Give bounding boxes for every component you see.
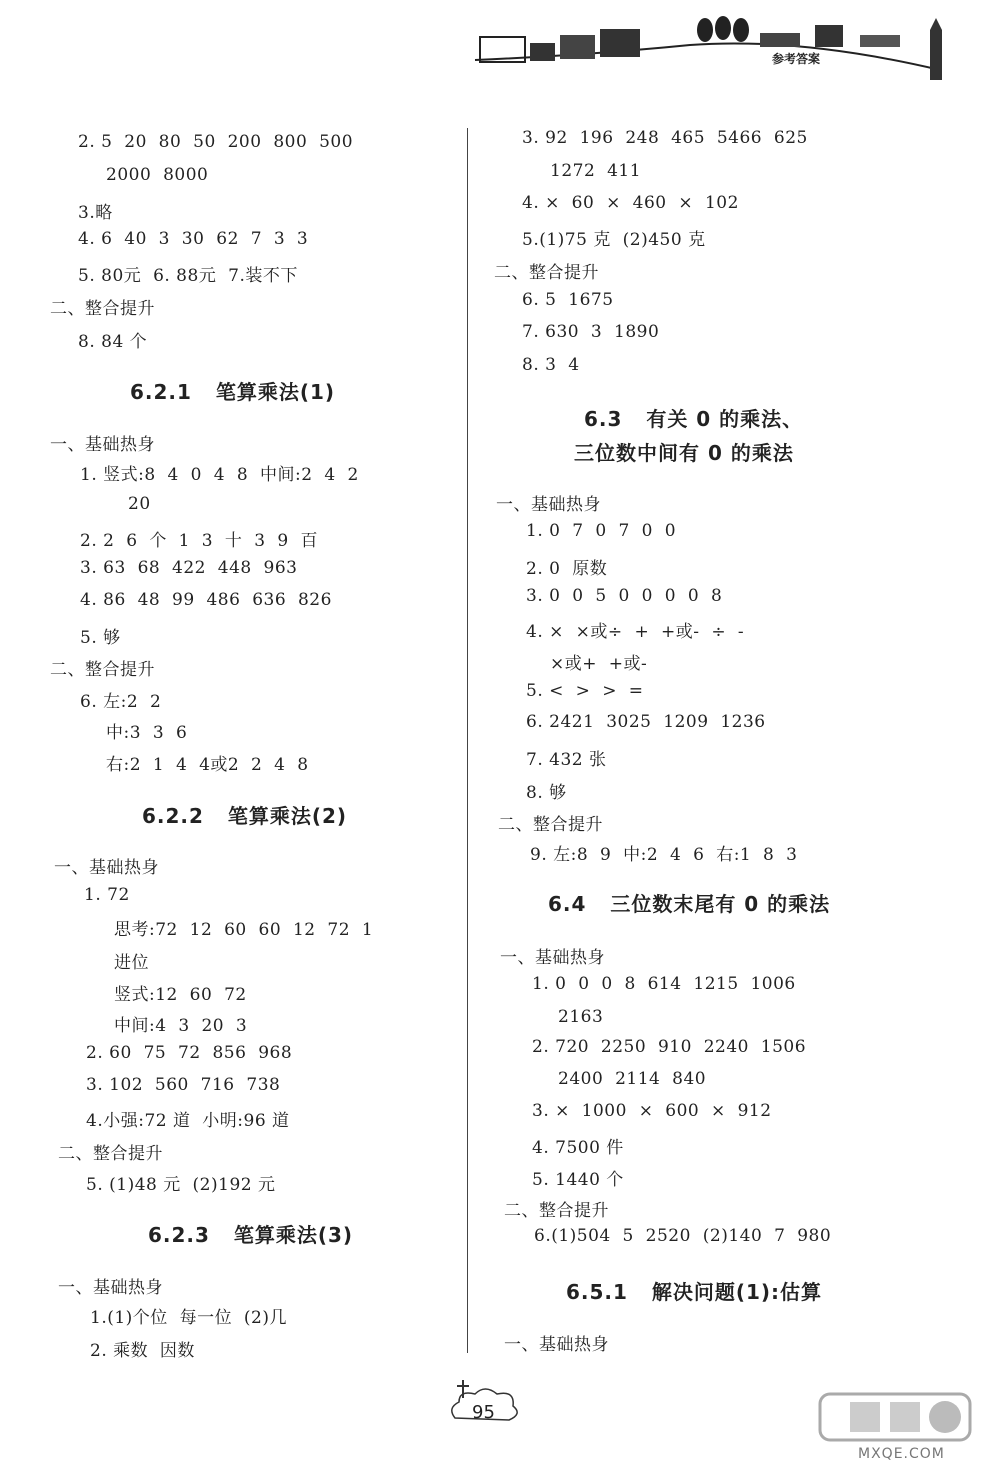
answer-line: 3. 0 0 5 0 0 0 0 8 xyxy=(526,586,723,606)
answer-line: 20 xyxy=(128,494,151,514)
answer-line: 4. 7500 件 xyxy=(532,1138,624,1158)
answer-line: 3. 63 68 422 448 963 xyxy=(80,558,298,578)
section-heading: 6.4 三位数末尾有 0 的乘法 xyxy=(548,892,831,916)
answer-line: 竖式:12 60 72 xyxy=(114,985,247,1005)
section-heading: 三位数中间有 0 的乘法 xyxy=(574,441,794,465)
subsection-label: 一、基础热身 xyxy=(50,435,155,455)
answer-line: 8. 够 xyxy=(526,783,567,803)
answer-line: 1. 72 xyxy=(84,885,130,905)
subsection-label: 二、整合提升 xyxy=(498,815,603,835)
answer-line: 4. 6 40 3 30 62 7 3 3 xyxy=(78,229,309,249)
answer-line: 3. 92 196 248 465 5466 625 xyxy=(522,128,808,148)
answer-line: 1. 0 0 0 8 614 1215 1006 xyxy=(532,974,796,994)
answer-line: 4.小强:72 道 小明:96 道 xyxy=(86,1111,290,1131)
answer-line: 2163 xyxy=(558,1007,604,1027)
answer-line: 7. 630 3 1890 xyxy=(522,322,660,342)
answer-line: 2000 8000 xyxy=(106,165,209,185)
answer-line: 5. 1440 个 xyxy=(532,1170,624,1190)
answer-line: 6. 2421 3025 1209 1236 xyxy=(526,712,766,732)
header-skyline-illustration xyxy=(470,15,960,85)
answer-line: 4. × ×或÷ + +或- ÷ - xyxy=(526,622,745,642)
answer-line: 2400 2114 840 xyxy=(558,1069,707,1089)
subsection-label: 一、基础热身 xyxy=(54,858,159,878)
section-label: 参考答案 xyxy=(772,52,821,66)
answer-line: ×或+ +或- xyxy=(550,654,648,674)
answer-line: 5. (1)48 元 (2)192 元 xyxy=(86,1175,276,1195)
watermark-text: MXQE.COM xyxy=(858,1446,945,1462)
section-heading: 6.5.1 解决问题(1):估算 xyxy=(566,1280,823,1304)
answer-line: 2. 5 20 80 50 200 800 500 xyxy=(78,132,354,152)
answer-line: 1. 0 7 0 7 0 0 xyxy=(526,521,677,541)
answer-line: 1.(1)个位 每一位 (2)几 xyxy=(90,1308,287,1328)
answer-line: 6. 左:2 2 xyxy=(80,692,162,712)
answer-line: 6. 5 1675 xyxy=(522,290,614,310)
answer-line: 5. < > > = xyxy=(526,681,644,701)
answer-line: 8. 3 4 xyxy=(522,355,580,375)
subsection-label: 二、整合提升 xyxy=(50,299,155,319)
answer-line: 中:3 3 6 xyxy=(106,723,188,743)
column-divider xyxy=(467,128,468,1353)
answer-line: 4. × 60 × 460 × 102 xyxy=(522,193,739,213)
answer-line: 2. 乘数 因数 xyxy=(90,1341,195,1361)
answer-line: 8. 84 个 xyxy=(78,332,148,352)
subsection-label: 二、整合提升 xyxy=(50,660,155,680)
subsection-label: 二、整合提升 xyxy=(504,1201,609,1221)
section-heading: 6.3 有关 0 的乘法、 xyxy=(584,407,804,431)
answer-line: 4. 86 48 99 486 636 826 xyxy=(80,590,332,610)
answer-line: 9. 左:8 9 中:2 4 6 右:1 8 3 xyxy=(530,845,798,865)
answer-line: 2. 0 原数 xyxy=(526,559,608,579)
subsection-label: 二、整合提升 xyxy=(58,1144,163,1164)
subsection-label: 一、基础热身 xyxy=(496,495,601,515)
answer-line: 进位 xyxy=(114,953,149,973)
section-heading: 6.2.2 笔算乘法(2) xyxy=(142,804,348,828)
answer-line: 3. × 1000 × 600 × 912 xyxy=(532,1101,772,1121)
answer-line: 5. 80元 6. 88元 7.装不下 xyxy=(78,266,298,286)
subsection-label: 二、整合提升 xyxy=(494,263,599,283)
answer-line: 思考:72 12 60 60 12 72 1 xyxy=(114,920,374,940)
subsection-label: 一、基础热身 xyxy=(58,1278,163,1298)
answer-line: 5.(1)75 克 (2)450 克 xyxy=(522,230,706,250)
answer-line: 7. 432 张 xyxy=(526,750,607,770)
answer-line: 3. 102 560 716 738 xyxy=(86,1075,281,1095)
answer-line: 右:2 1 4 4或2 2 4 8 xyxy=(106,755,309,775)
answer-line: 5. 够 xyxy=(80,628,121,648)
answer-line: 2. 2 6 个 1 3 十 3 9 百 xyxy=(80,531,318,551)
answer-line: 3.略 xyxy=(78,203,113,223)
answer-line: 1. 竖式:8 4 0 4 8 中间:2 4 2 xyxy=(80,465,359,485)
answer-line: 2. 720 2250 910 2240 1506 xyxy=(532,1037,807,1057)
page-number: 95 xyxy=(472,1402,495,1423)
subsection-label: 一、基础热身 xyxy=(500,948,605,968)
section-heading: 6.2.3 笔算乘法(3) xyxy=(148,1223,354,1247)
answer-line: 1272 411 xyxy=(550,161,642,181)
answer-line: 6.(1)504 5 2520 (2)140 7 980 xyxy=(534,1226,832,1246)
subsection-label: 一、基础热身 xyxy=(504,1335,609,1355)
answer-line: 2. 60 75 72 856 968 xyxy=(86,1043,293,1063)
answer-line: 中间:4 3 20 3 xyxy=(114,1016,248,1036)
section-heading: 6.2.1 笔算乘法(1) xyxy=(130,380,336,404)
